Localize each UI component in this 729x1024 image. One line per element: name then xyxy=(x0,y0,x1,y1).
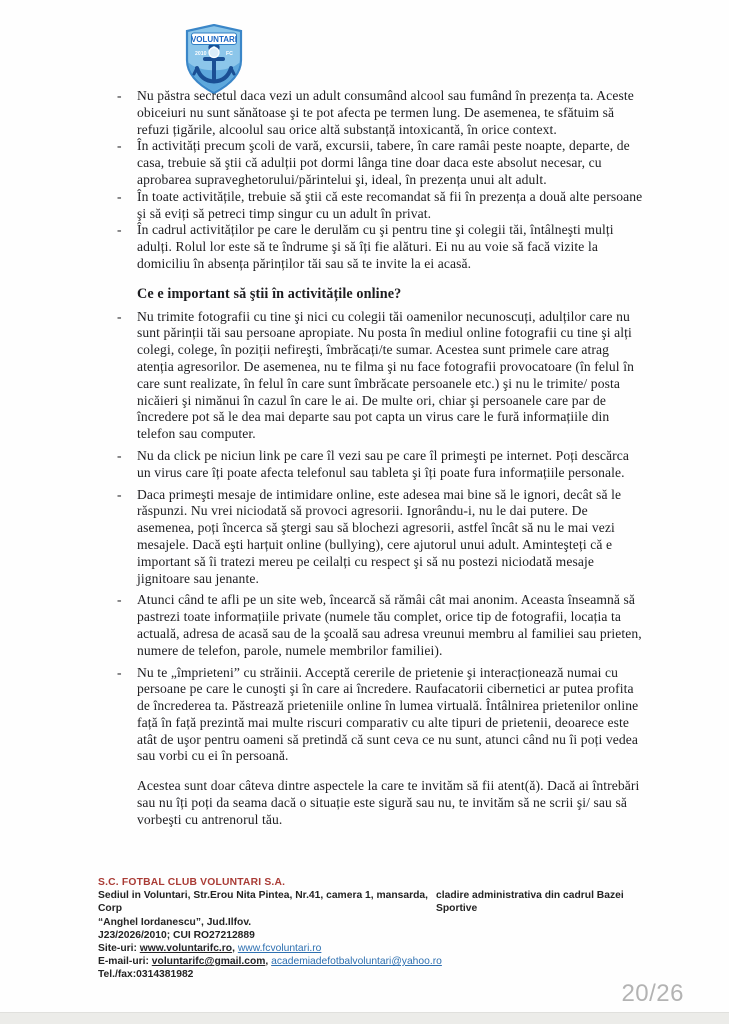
list-item xyxy=(115,487,643,588)
bullet-text: Atunci când te afli pe un site web, încearcă să rămâi cât mai anonim. Aceasta înseamnă să pastrezi toate informațiile private (numele tău complet, orice tip de fotografii, locația ta actuală, adresa de acasă sau de la şcoală sau adresa vreunui membru al familiei sau prieten, numere de telefon, parole, numele membrilor familiei). xyxy=(137,592,642,658)
company-name: S.C. FOTBAL CLUB VOLUNTARI S.A. xyxy=(98,877,286,888)
address-row xyxy=(98,889,658,915)
address-line-1: Sediul in Voluntari, Str.Erou Nita Pintea, Nr.41, camera 1, mansarda, Corp xyxy=(98,890,428,915)
registration-line: J23/2026/2010; CUI RO27212889 xyxy=(98,929,255,941)
list-item xyxy=(115,665,643,766)
separator: , xyxy=(232,943,238,955)
address-line-2: “Anghel Iordanescu”, Jud.Ilfov. xyxy=(98,916,252,928)
club-crest-logo xyxy=(181,24,247,94)
crest-year-text: 2010 xyxy=(195,51,207,57)
telephone-line: Tel./fax:0314381982 xyxy=(98,969,194,981)
bullet-text: Nu te „împrieteni” cu străinii. Acceptă cererile de prietenie şi interacționează numai cu persoane pe care le cunoşti şi în care ai încredere. Raufacatorii cibernetici ar putea profita de încrederea ta. Păstrează prieteniile online în lumea virtuală. Întâlnirea prietenilor online față în față prezintă mai multe riscuri comparativ cu alte tipuri de prietenii, deoarece este atât de uşor pentru oameni să pretindă că sunt ceva ce nu sunt, atunci când nu îi poți vedea sau vorbi cu ei în persoană. xyxy=(137,664,639,764)
list-item xyxy=(115,309,643,443)
site-link-voluntarifc[interactable]: www.voluntarifc.ro xyxy=(139,943,233,955)
list-item xyxy=(115,222,643,272)
viewer-page-indicator: 20/26 xyxy=(621,980,684,1007)
list-item xyxy=(115,592,643,659)
crest-fc-text: FC xyxy=(226,51,233,57)
crest-ball xyxy=(209,48,219,58)
document-body xyxy=(115,88,643,829)
list-item xyxy=(115,189,643,223)
bullet-text: Nu păstra secretul daca vezi un adult consumând alcool sau fumând în prezența ta. Aceste obiceiuri nu sunt sănătoase şi te pot afecta pe termen lung. De asemenea, te sfătuim să refuzi țigările, alcoolul sau orice altă substanță intoxicantă, în orice context. xyxy=(137,88,634,137)
online-section-heading: Ce e important să ştii în activitățile online? xyxy=(137,285,402,302)
online-rules-list xyxy=(115,309,643,766)
bullet-text: În toate activitățile, trebuie să ştii că este recomandat să fii în prezența a două alte persoane şi să eviți să petreci timp singur cu un adult în privat. xyxy=(137,188,643,221)
list-item xyxy=(115,138,643,188)
email-link-yahoo[interactable]: academiadefotbalvoluntari@yahoo.ro xyxy=(271,956,442,968)
site-label: Site-uri: xyxy=(98,943,137,955)
bullet-text: Nu da click pe niciun link pe care îl vezi sau pe care îl primeşti pe internet. Poți descărca un virus care îți poate afecta telefonul sau tableta şi îți poate fura informațiile personale. xyxy=(137,447,630,480)
separator: , xyxy=(265,956,272,968)
site-link-fcvoluntari[interactable]: www.fcvoluntari.ro xyxy=(237,943,322,955)
crest-banner-text: VOLUNTARI xyxy=(190,35,238,44)
bullet-text: În cadrul activităților pe care le derulăm cu şi pentru tine şi colegii tăi, întâlneşti mulți adulți. Rolul lor este să te îndrume şi să îți fie alături. Ei nu au voie să facă vizite la domiciliu în absența părinților tăi sau să te invite la ei acasă. xyxy=(137,222,614,271)
list-item xyxy=(115,88,643,138)
address-building-note: cladire administrativa din cadrul Bazei Sportive xyxy=(436,890,624,915)
email-link-gmail[interactable]: voluntarifc@gmail.com xyxy=(151,956,266,968)
bullet-text: Nu trimite fotografii cu tine şi nici cu colegii tăi oamenilor necunoscuți, adulților care nu sunt părinții tăi sau persoane apropiate. Nu posta în mediul online fotografii cu tine şi alți colegi, colege, în poziții nefireşti, îmbrăcați/te sumar. Acestea sunt primele care atrag atenția agresorilor. De asemenea, nu te filma şi nu face fotografii provocatoare (în felul în care sunt realizate, în felul în care sunt îmbrăcate persoanele etc.) şi nu le trimite/ posta nicăieri şi nimănui în cazul în care le ai. De multe ori, chiar şi persoanele care par de încredere pot să le dea mai departe sau pot capta un virus care le fură informațiile din telefon sau computer. xyxy=(137,308,634,442)
list-item xyxy=(115,448,643,482)
bullet-text: Daca primeşti mesaje de intimidare online, este adesea mai bine să le ignori, decât să le răspunzi. Nu vrei niciodată să provoci agresorii. Ignorându-i, nu le dai putere. De asemenea, poți încerca să ştergi sau să blochezi agresorii, astfel încât să nu le mai vezi mesajele. Dacă eşti harțuit online (bullying), cere ajutorul unui adult. Aminteşteți că e important să îi tratezi mereu pe ceilalți cu respect şi să nu postezi niciodată mesaje jignitoare sau jenante. xyxy=(137,486,622,586)
viewer-bottom-strip xyxy=(0,1012,729,1024)
safety-rules-list xyxy=(115,88,643,273)
websites-line xyxy=(98,942,658,955)
closing-paragraph: Acestea sunt doar câteva dintre aspectele la care te invităm să fii atent(ă). Dacă ai întrebări sau nu îți poți da seama dacă o situație este sigură sau nu, te invităm să ne scrii şi/ sau să vorbeşti cu antrenorul tău. xyxy=(137,778,640,827)
letterhead-footer xyxy=(98,876,658,982)
email-label: E-mail-uri: xyxy=(98,956,149,968)
emails-line xyxy=(98,955,658,968)
bullet-text: În activități precum şcoli de vară, excursii, tabere, în care ramâi peste noapte, departe, de casa, trebuie să ştii că adulții pot dormi lânga tine doar daca este absolut necesar, cu aprobarea supraveghetorului/părintelui şi, ideal, în prezența unui alt adult. xyxy=(137,138,630,187)
